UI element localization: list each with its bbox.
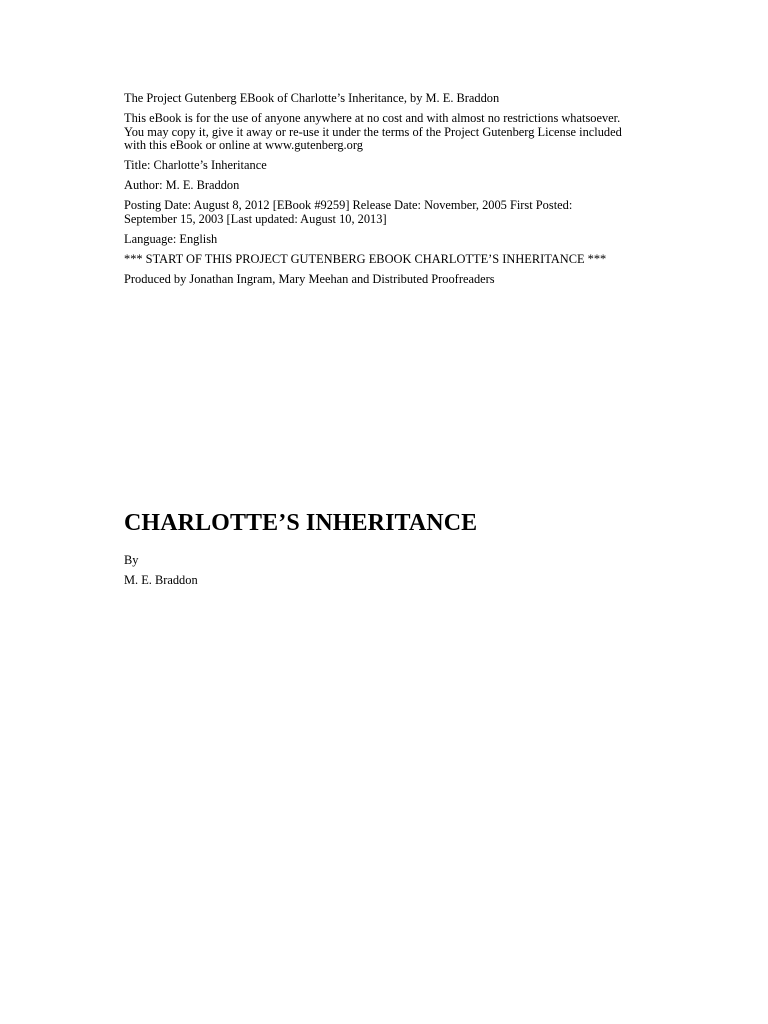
language-metadata: Language: English bbox=[124, 231, 218, 246]
start-marker: *** START OF THIS PROJECT GUTENBERG EBOOK CHARLOTTE’S INHERITANCE *** bbox=[124, 251, 607, 266]
produced-by: Produced by Jonathan Ingram, Mary Meehan and Distributed Proofreaders bbox=[124, 271, 495, 286]
title-metadata: Title: Charlotte’s Inheritance bbox=[124, 158, 267, 172]
posting-line: September 15, 2003 [Last updated: August 10, 2013] bbox=[124, 211, 387, 226]
by-label: By bbox=[124, 553, 139, 567]
license-line: You may copy it, give it away or re-use it under the terms of the Project Gutenberg License included bbox=[124, 124, 622, 139]
author-metadata: Author: M. E. Braddon bbox=[124, 178, 240, 192]
gutenberg-header bbox=[124, 92, 644, 293]
ebook-line: The Project Gutenberg EBook of Charlotte’s Inheritance, by M. E. Braddon bbox=[124, 91, 500, 105]
posting-line: Posting Date: August 8, 2012 [EBook #9259] Release Date: November, 2005 First Posted: bbox=[124, 198, 573, 212]
license-line: This eBook is for the use of anyone anywhere at no cost and with almost no restrictions whatsoever. bbox=[124, 111, 621, 125]
posting-date bbox=[124, 199, 644, 226]
byline bbox=[124, 554, 198, 594]
title-block bbox=[124, 508, 684, 538]
book-title: CHARLOTTE’S INHERITANCE bbox=[124, 510, 478, 536]
license-notice bbox=[124, 112, 644, 153]
license-line: with this eBook or online at www.gutenberg.org bbox=[124, 138, 363, 152]
book-author: M. E. Braddon bbox=[124, 573, 198, 587]
